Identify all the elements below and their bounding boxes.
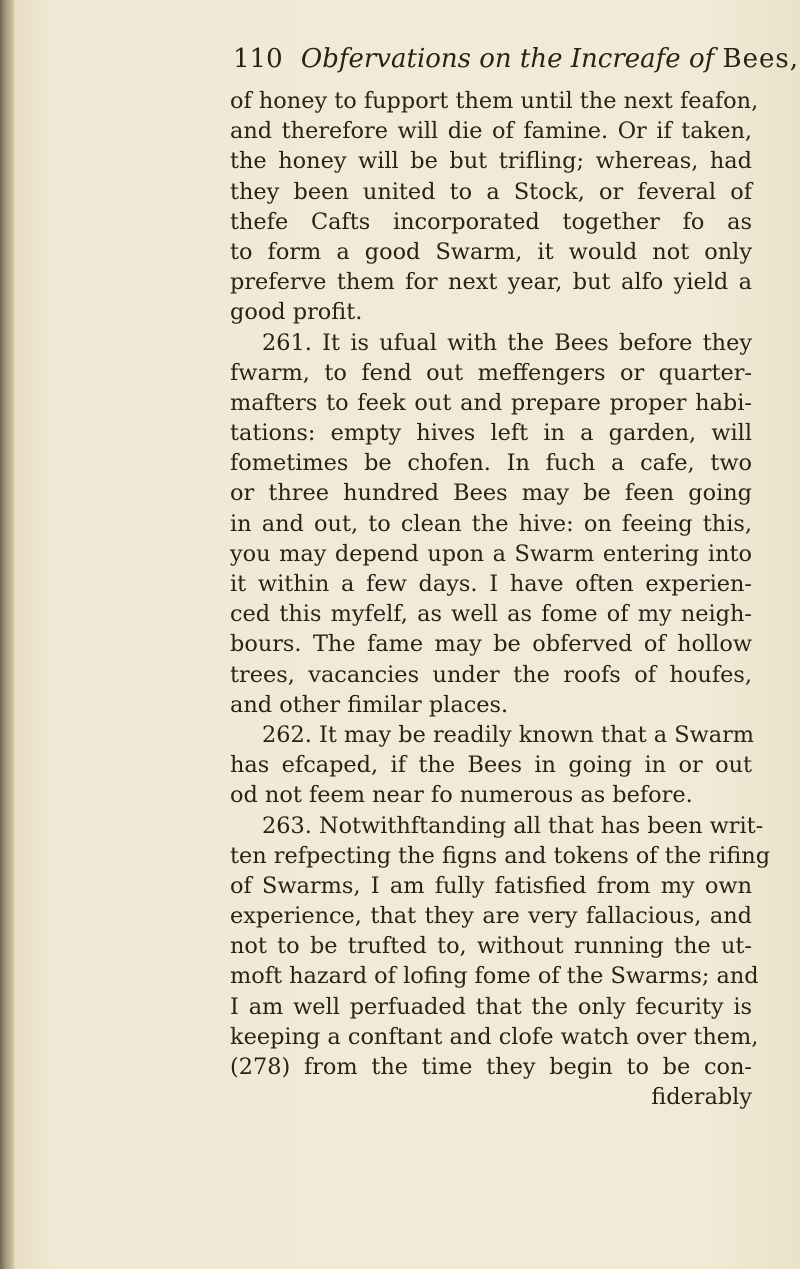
text-line: fometimes be chofen. In fuch a cafe, two	[230, 450, 752, 477]
text-line: ten refpecting the figns and tokens of the rifing	[230, 842, 771, 869]
text-line: od not feem near fo numerous as before.	[230, 782, 693, 809]
text-line: the honey will be but trifling; whereas, had	[230, 148, 752, 175]
page-header	[233, 44, 799, 84]
page-number: 110	[233, 44, 283, 74]
text-line: ced this myfelf, as well as fome of my neigh-	[230, 601, 752, 628]
text-line: tations: empty hives left in a garden, will	[230, 420, 752, 447]
text-line: not to be trufted to, without running the ut-	[230, 933, 752, 960]
text-line: or three hundred Bees may be feen going	[230, 480, 752, 507]
text-line: good profit.	[230, 299, 363, 326]
text-line: I am well perfuaded that the only fecurity is	[230, 993, 752, 1020]
text-line: of Swarms, I am fully fatisfied from my own	[230, 872, 752, 899]
text-line: moft hazard of lofing fome of the Swarms; and	[230, 963, 759, 990]
text-line: mafters to feek out and prepare proper habi-	[230, 389, 752, 416]
text-line: to form a good Swarm, it would not only	[230, 238, 752, 265]
text-line: keeping a conftant and clofe watch over them,	[230, 1023, 759, 1050]
running-title-end: Bees,	[722, 44, 799, 74]
running-title: Obfervations on the Increafe of	[300, 44, 715, 74]
text-line: bours. The fame may be obferved of hollow	[230, 631, 752, 658]
paragraph-263-start: 263. Notwithftanding all that has been writ-	[262, 812, 764, 839]
paragraph-262-start: 262. It may be readily known that a Swarm	[262, 721, 755, 748]
text-line: in and out, to clean the hive: on feeing this,	[230, 510, 752, 537]
text-line: of honey to fupport them until the next feafon,	[230, 88, 759, 114]
text-line: you may depend upon a Swarm entering into	[230, 540, 752, 567]
catchword: fiderably	[651, 1084, 752, 1111]
text-line: it within a few days. I have often experien-	[230, 571, 752, 597]
text-line: fwarm, to fend out meffengers or quarter-	[230, 359, 752, 386]
page-binding-shadow	[0, 0, 14, 1269]
text-line: thefe Cafts incorporated together fo as	[230, 208, 752, 235]
text-line: trees, vacancies under the roofs of houfes,	[230, 661, 752, 688]
text-line: they been united to a Stock, or feveral of	[230, 178, 752, 205]
text-line: (278) from the time they begin to be con-	[230, 1054, 752, 1080]
body-text	[230, 86, 771, 1112]
paragraph-261-start: 261. It is ufual with the Bees before they	[262, 329, 752, 356]
text-line: experience, that they are very fallacious, and	[230, 903, 752, 930]
text-line: and other fimilar places.	[230, 691, 509, 718]
text-line: has efcaped, if the Bees in going in or out	[230, 752, 752, 779]
text-line: preferve them for next year, but alfo yield a	[230, 269, 752, 296]
text-line: and therefore will die of famine. Or if taken,	[230, 118, 752, 145]
